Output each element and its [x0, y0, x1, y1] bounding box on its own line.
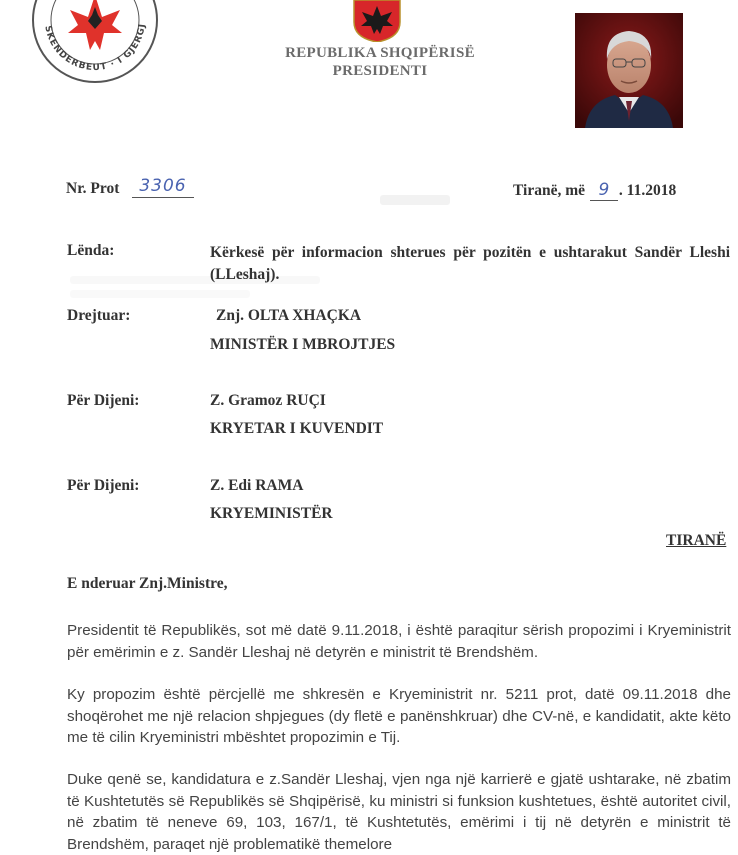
- background-smudge: [70, 290, 250, 298]
- portrait-photo: [575, 13, 683, 128]
- place-date: [513, 180, 676, 201]
- svg-text:SKENDERBEUT · I GJERGJ KASTRIO: SKENDERBEUT · I GJERGJ: [42, 22, 148, 74]
- body-paragraph: Ky propozim është përcjellë me shkresën e Kryeministrit nr. 5211 prot, datë 09.11.2018 dhe shoqërohet me një relacion shpjegues (dy fletë e panënshkruar) dhe CV-në, e kandidatit, akte këto me të cilin Kryeministri mbështet propozimin e Tij.: [67, 686, 731, 746]
- cc2-name: Z. Edi RAMA: [210, 477, 304, 494]
- addressee-title: MINISTËR I MBROJTJES: [210, 336, 396, 353]
- cc1-title: KRYETAR I KUVENDIT: [210, 420, 384, 437]
- presidential-seal-icon: [30, 0, 160, 85]
- protocol-number: 3306: [132, 176, 194, 198]
- salutation: E nderuar Znj.Ministre,: [67, 575, 228, 592]
- header-line-2: PRESIDENTI: [332, 63, 428, 79]
- addressee-label: Drejtuar:: [67, 307, 131, 324]
- date-day: 9: [590, 180, 618, 201]
- date-rest: . 11.2018: [618, 182, 677, 199]
- cc2-label: Për Dijeni:: [67, 477, 140, 494]
- cc2-title: KRYEMINISTËR: [210, 505, 333, 522]
- city-label: TIRANË: [666, 532, 727, 549]
- header-line-1: REPUBLIKA SHQIPËRISË: [285, 45, 475, 61]
- addressee-name: Znj. OLTA XHAÇKA: [216, 307, 362, 324]
- body-paragraph: Duke qenë se, kandidatura e z.Sandër Lleshaj, vjen nga një karrierë e gjatë ushtarake, në zbatim të Kushtetutës së Republikës së Shqipërisë, ku ministri si funksion kushtetues, është autoritet civil, në zbatim të neneve 69, 103, 167/1, të Kushtetutës, emërimi i tij në detyrën e ministrit të Brendshëm, paraqet një problematikë themelore: [67, 771, 731, 853]
- subject-text: Kërkesë për informacion shterues për pozitën e ushtarakut Sandër Lleshi (LLeshaj).: [210, 244, 730, 283]
- subject-label: Lënda:: [67, 242, 115, 259]
- albanian-coat-of-arms-icon: [352, 0, 402, 42]
- background-smudge: [380, 195, 450, 205]
- cc1-label: Për Dijeni:: [67, 392, 140, 409]
- cc1-name: Z. Gramoz RUÇI: [210, 392, 326, 409]
- body-paragraph: Presidentit të Republikës, sot më datë 9.11.2018, i është paraqitur sërish propozimi i Kryeministrit për emërimin e z. Sandër Lleshaj në detyrën e ministrit të Brendshëm.: [67, 622, 731, 661]
- protocol-label: Nr. Prot: [66, 180, 120, 197]
- place-label: Tiranë, më: [513, 182, 586, 199]
